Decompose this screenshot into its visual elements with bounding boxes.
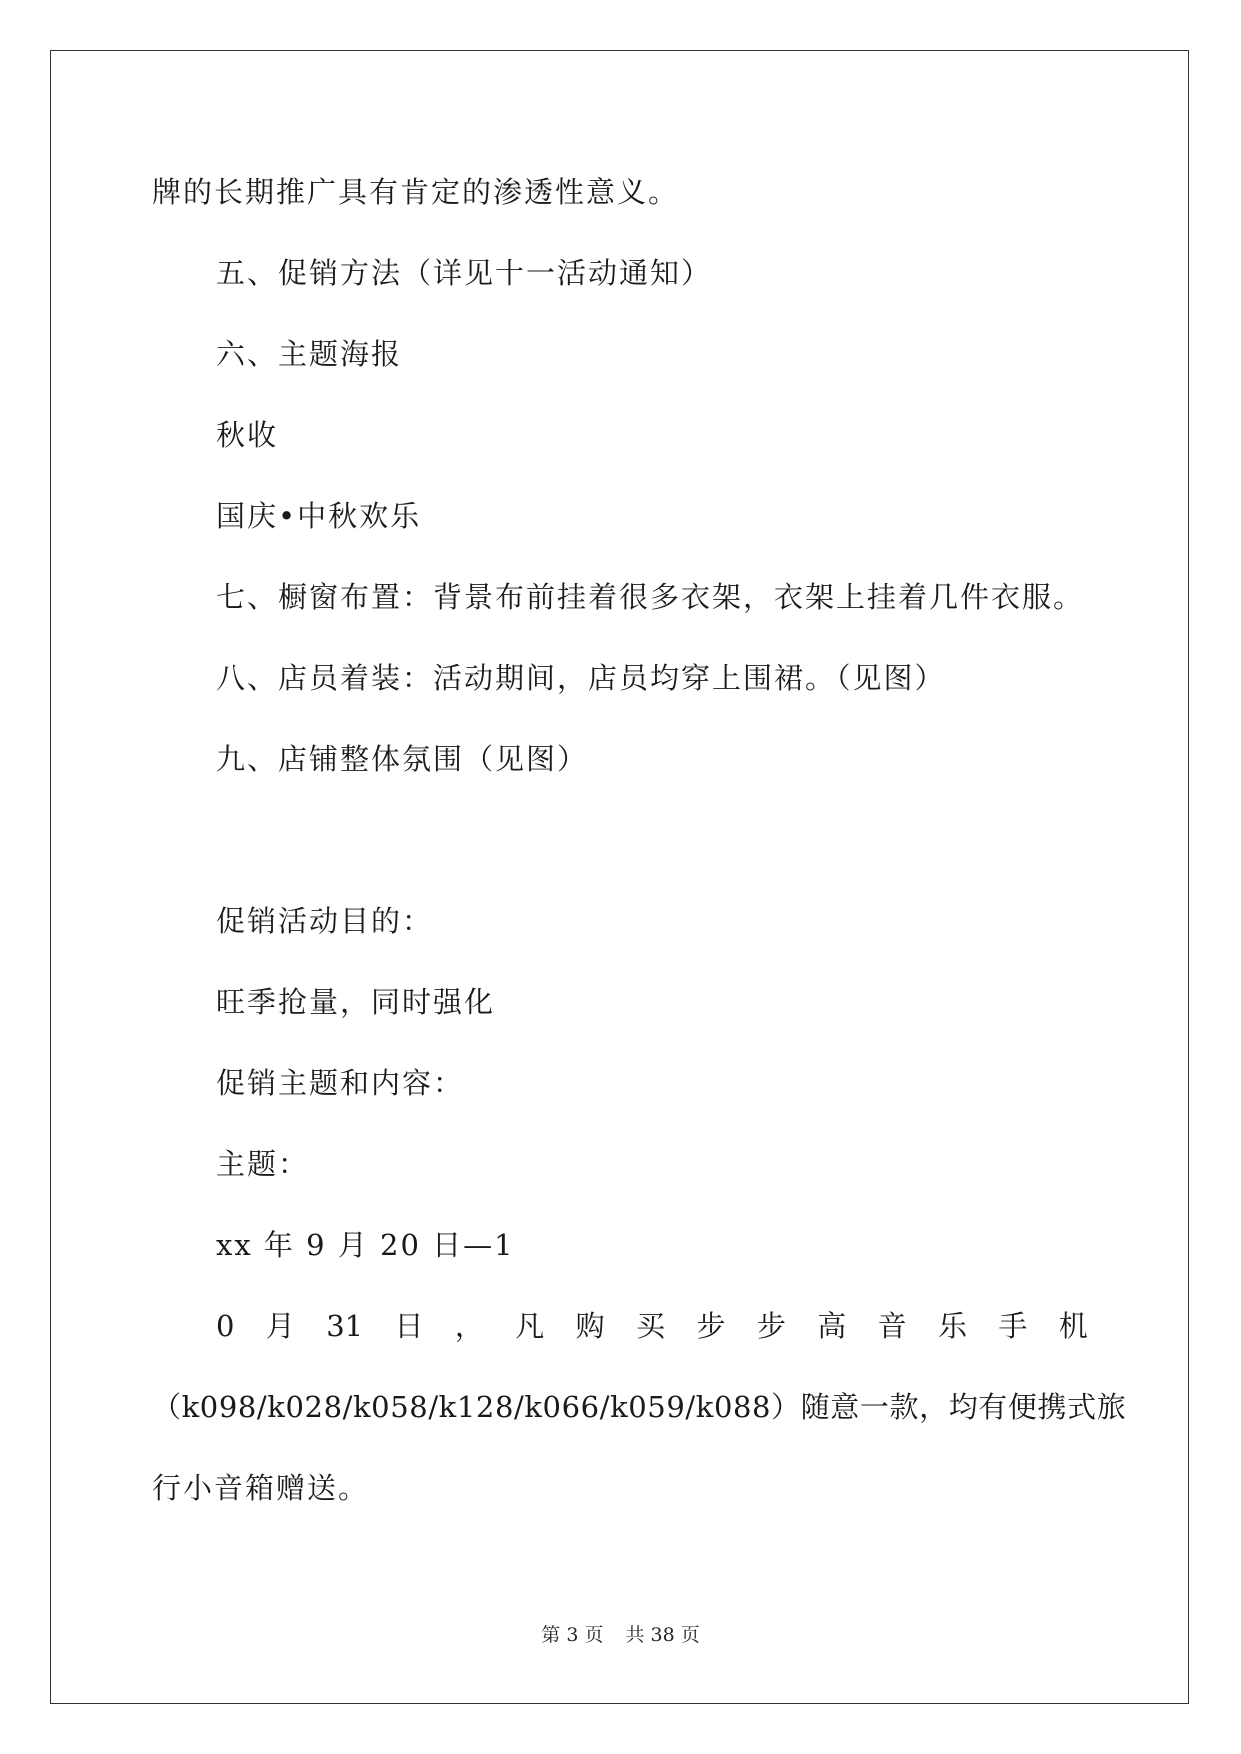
heading-theme-poster: 六、主题海报 bbox=[216, 337, 403, 371]
offer-char: 月 bbox=[265, 1309, 295, 1343]
poster-text-autumn: 秋收 bbox=[216, 418, 279, 452]
offer-char: 机 bbox=[1058, 1309, 1088, 1343]
offer-char: 音 bbox=[877, 1309, 907, 1343]
heading-promotion-method: 五、促销方法（详见十一活动通知） bbox=[216, 256, 713, 290]
offer-char: 步 bbox=[696, 1309, 726, 1343]
offer-char: 乐 bbox=[938, 1309, 968, 1343]
heading-promotion-purpose: 促销活动目的： bbox=[216, 904, 434, 938]
paragraph-brand-significance: 牌的长期推广具有肯定的渗透性意义。 bbox=[152, 175, 680, 209]
offer-char: 凡 bbox=[515, 1309, 545, 1343]
heading-store-atmosphere: 九、店铺整体氛围（见图） bbox=[216, 742, 589, 776]
heading-promotion-content: 促销主题和内容： bbox=[216, 1066, 465, 1100]
text-date-range: xx 年 9 月 20 日—1 bbox=[216, 1228, 515, 1262]
offer-char: 买 bbox=[636, 1309, 666, 1343]
text-promotion-purpose: 旺季抢量，同时强化 bbox=[216, 985, 496, 1019]
offer-char: 0 bbox=[216, 1309, 235, 1343]
heading-window-display: 七、橱窗布置：背景布前挂着很多衣架，衣架上挂着几件衣服。 bbox=[216, 580, 1085, 614]
offer-char: 高 bbox=[817, 1309, 847, 1343]
heading-staff-attire: 八、店员着装：活动期间，店员均穿上围裙。（见图） bbox=[216, 661, 946, 695]
text-offer-justified-line bbox=[216, 1308, 1088, 1344]
offer-char: 31 bbox=[326, 1309, 364, 1343]
page-number-current: 第 3 页 bbox=[541, 1624, 604, 1646]
page-border bbox=[50, 50, 1189, 1704]
text-offer-gift: 行小音箱赠送。 bbox=[152, 1471, 370, 1505]
offer-char: 购 bbox=[575, 1309, 605, 1343]
offer-char: 手 bbox=[998, 1309, 1028, 1343]
offer-char: ， bbox=[454, 1309, 484, 1343]
poster-text-festival: 国庆•中秋欢乐 bbox=[216, 499, 422, 533]
offer-char: 日 bbox=[394, 1309, 424, 1343]
offer-char: 步 bbox=[756, 1309, 786, 1343]
page-number-total: 共 38 页 bbox=[625, 1624, 700, 1646]
page-footer bbox=[0, 1623, 1241, 1647]
heading-theme: 主题： bbox=[216, 1147, 310, 1181]
text-offer-models: （k098/k028/k058/k128/k066/k059/k088）随意一款，均有便携式旅 bbox=[152, 1390, 1127, 1424]
